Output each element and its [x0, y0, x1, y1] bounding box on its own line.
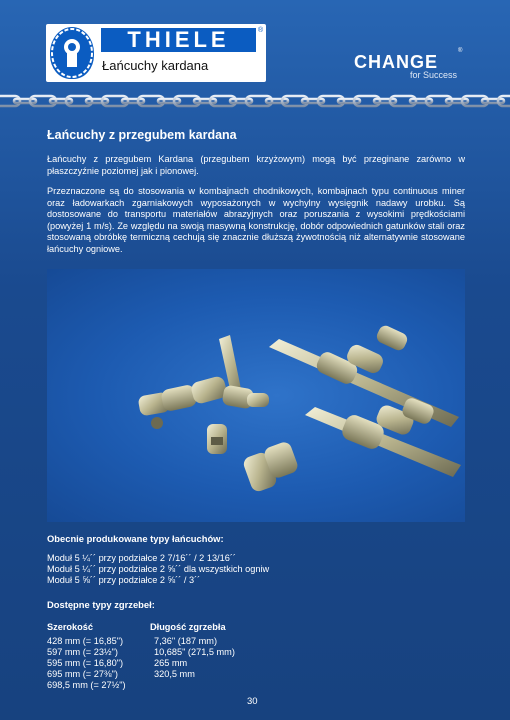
- application-paragraph: Przeznaczone są do stosowania w kombajnach chodnikowych, kombajnach typu continuous miner oraz ładowarkach zgarniakowych wyposażonych w wychylny wysięgnik nadawy urobku. Są dostosowane do transportu materiałów abrazyjnych oraz poruszania z wysokimi prędkościami (powyżej 1 m/s). Ze względu na swoją masywną konstrukcję, dobór odpowiednich gatunków stali oraz stosowaną obróbkę termiczną cechują się znacznie dłuższą żywotnością niż alternatywnie stosowane łańcuchy ogniowe.: [47, 186, 465, 254]
- slogan-subtitle: for Success: [410, 70, 458, 80]
- length-cell: 7,36" (187 mm): [154, 636, 218, 646]
- brand-registered-mark: ®: [258, 27, 264, 34]
- module-line: Moduł 5 ⅝´´ przy podziałce 2 ⅝´´ / 3´´: [47, 575, 201, 585]
- width-cell: 595 mm (= 16,80"): [47, 658, 124, 668]
- chain-link-small-icon: [207, 424, 227, 454]
- product-photo: [47, 269, 465, 522]
- width-cell: 695 mm (= 27⅜"): [47, 669, 118, 679]
- brand-subtitle: Łańcuchy kardana: [102, 58, 209, 73]
- thiele-logo: [46, 24, 266, 82]
- width-cell: 597 mm (= 23½"): [47, 647, 118, 657]
- length-column-header: Długość zgrzebła: [150, 622, 226, 632]
- chain-divider-icon: [0, 92, 510, 110]
- length-cell: 265 mm: [154, 658, 188, 668]
- slogan-registered-mark: ®: [458, 48, 463, 54]
- chain-types-heading: Obecnie produkowane typy łańcuchów:: [47, 533, 224, 544]
- length-cell: 10,685" (271,5 mm): [154, 647, 235, 657]
- section-title: Łańcuchy z przegubem kardana: [47, 128, 237, 142]
- slogan-logo: CHANGE: [354, 52, 439, 72]
- chain-assembly-left-icon: [137, 335, 269, 429]
- available-flights-heading: Dostępne typy zgrzebeł:: [47, 599, 155, 610]
- module-line: Moduł 5 ¼´´ przy podziałce 2 7/16´´ / 2 13/16´´: [47, 553, 236, 563]
- intro-paragraph: Łańcuchy z przegubem Kardana (przegubem krzyżowym) mogą być przeginane zarówno w płaszczyźnie poziomej jak i pionowej.: [47, 154, 465, 176]
- width-cell: 698,5 mm (= 27½"): [47, 680, 126, 690]
- width-cell: 428 mm (= 16,85"): [47, 636, 124, 646]
- brand-name: THIELE: [101, 28, 256, 52]
- module-line: Moduł 5 ¼´´ przy podziałce 2 ⅝´´ dla wszystkich ogniw: [47, 564, 270, 574]
- chain-emblem-icon: [50, 27, 94, 79]
- length-cell: 320,5 mm: [154, 669, 195, 679]
- width-column-header: Szerokość: [47, 622, 93, 632]
- chain-link-medium-icon: [242, 440, 300, 493]
- page-number: 30: [247, 696, 258, 707]
